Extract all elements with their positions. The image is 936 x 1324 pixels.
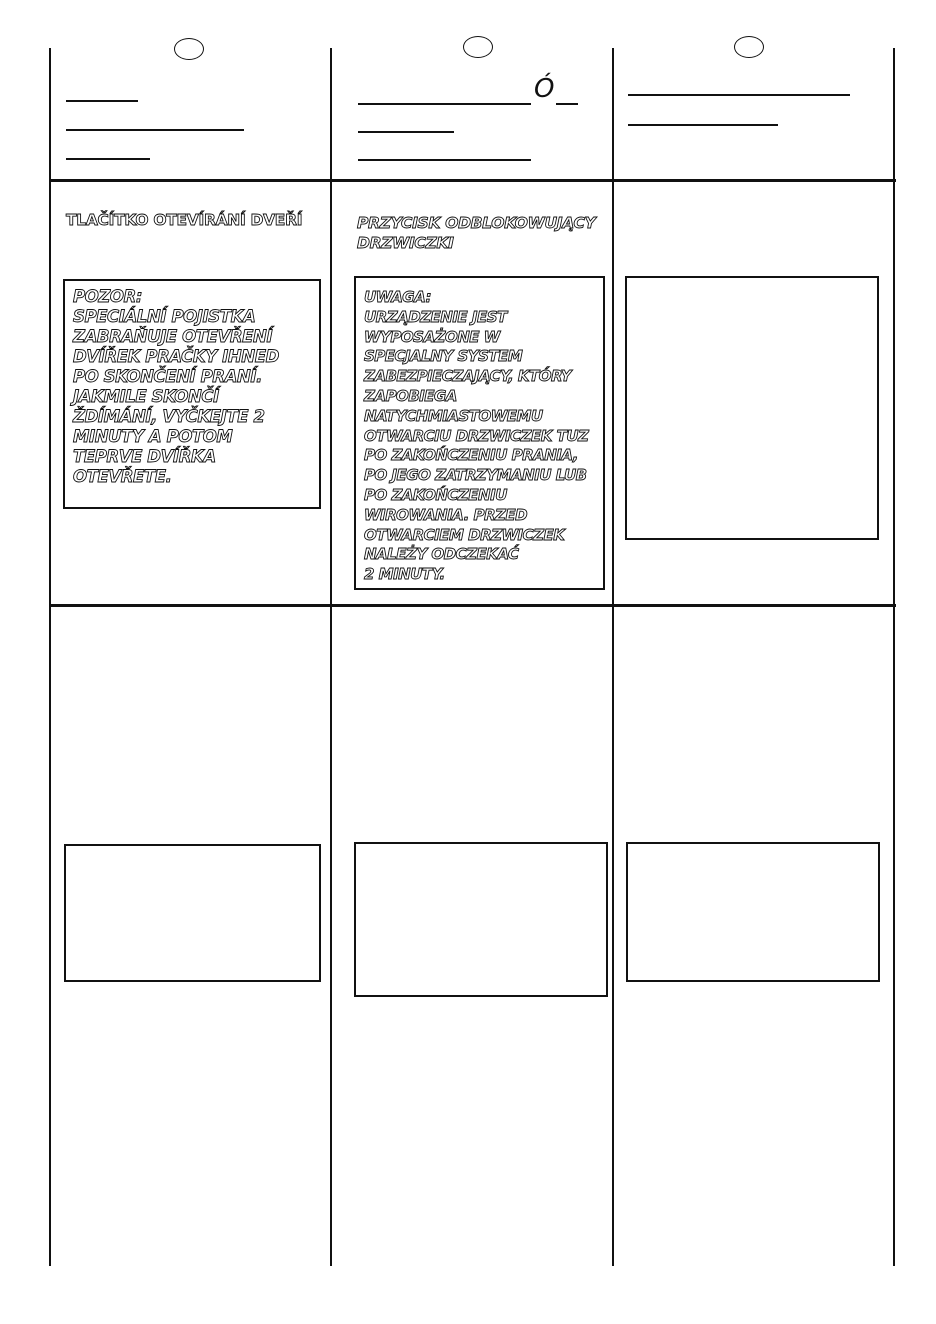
warning-line: JAKMILE SKONČÍ — [73, 387, 219, 406]
note-box-pl — [354, 842, 608, 997]
column-divider-left — [49, 48, 51, 1266]
warning-line: PO SKONČENÍ PRANÍ. — [73, 367, 262, 386]
header-underline — [628, 124, 778, 126]
door-button-heading-pl — [357, 213, 609, 253]
warning-line: ZAPOBIEGA — [364, 386, 457, 405]
warning-line: OTWARCIU DRZWICZEK TUZ — [364, 426, 589, 445]
warning-line: TEPRVE DVÍŘKA — [73, 447, 216, 466]
header-underline — [556, 103, 578, 105]
warning-line: ŽDÍMÁNÍ, VYČKEJTE 2 — [73, 407, 265, 426]
warning-line: ZABRAŇUJE OTEVŘENÍ — [73, 327, 273, 346]
warning-line: NALEŻY ODCZEKAĆ — [364, 545, 519, 564]
warning-box-third — [625, 276, 879, 540]
warning-line: WYPOSAŻONE W — [364, 327, 500, 346]
warning-line: ZABEZPIECZAJĄCY, KTÓRY — [364, 367, 572, 386]
column-divider-1 — [330, 48, 332, 1266]
column-divider-2 — [612, 48, 614, 1266]
warning-line: PO ZAKOŃCZENIU PRANIA, — [364, 446, 578, 465]
warning-line: PO ZAKOŃCZENIU — [364, 485, 507, 504]
warning-line: SPECIÁLNÍ POJISTKA — [73, 307, 256, 326]
column-divider-right — [893, 48, 895, 1266]
door-button-heading-cs: TLAČÍTKO OTEVÍRÁNÍ DVEŘÍ — [66, 211, 303, 229]
note-box-third — [626, 842, 880, 982]
language-flag-circle-cs — [174, 38, 204, 60]
header-underline — [358, 131, 454, 133]
warning-line: NATYCHMIASTOWEMU — [364, 406, 543, 425]
warning-box-pl — [354, 276, 605, 590]
warning-line: DVÍŘEK PRAČKY IHNED — [73, 347, 279, 366]
section-rule-top — [49, 179, 896, 182]
language-flag-circle-third — [734, 36, 764, 58]
heading-line: PRZYCISK ODBLOKOWUJĄCY — [357, 214, 596, 232]
warning-text-pl — [364, 288, 604, 585]
header-accent-glyph: Ó — [534, 74, 555, 104]
header-underline — [628, 94, 850, 96]
warning-title: UWAGA: — [364, 288, 431, 306]
section-rule-middle — [49, 604, 896, 607]
warning-line: MINUTY A POTOM — [73, 427, 233, 446]
warning-title: POZOR: — [73, 287, 143, 306]
warning-line: OTWARCIEM DRZWICZEK — [364, 525, 565, 544]
header-underline — [66, 158, 150, 160]
note-box-cs — [64, 844, 321, 982]
warning-line: OTEVŘETE. — [73, 467, 172, 486]
warning-text-cs — [73, 287, 318, 487]
header-underline — [66, 100, 138, 102]
heading-line: DRZWICZKI — [357, 234, 454, 252]
language-flag-circle-pl — [463, 36, 493, 58]
header-underline — [358, 159, 531, 161]
warning-line: PO JEGO ZATRZYMANIU LUB — [364, 466, 587, 485]
warning-line: WIROWANIA. PRZED — [364, 505, 528, 524]
warning-line: SPECJALNY SYSTEM — [364, 347, 523, 366]
warning-line: 2 MINUTY. — [364, 565, 445, 584]
warning-line: URZĄDZENIE JEST — [364, 307, 507, 326]
header-underline — [66, 129, 244, 131]
header-underline — [358, 103, 531, 105]
warning-box-cs — [63, 279, 321, 509]
